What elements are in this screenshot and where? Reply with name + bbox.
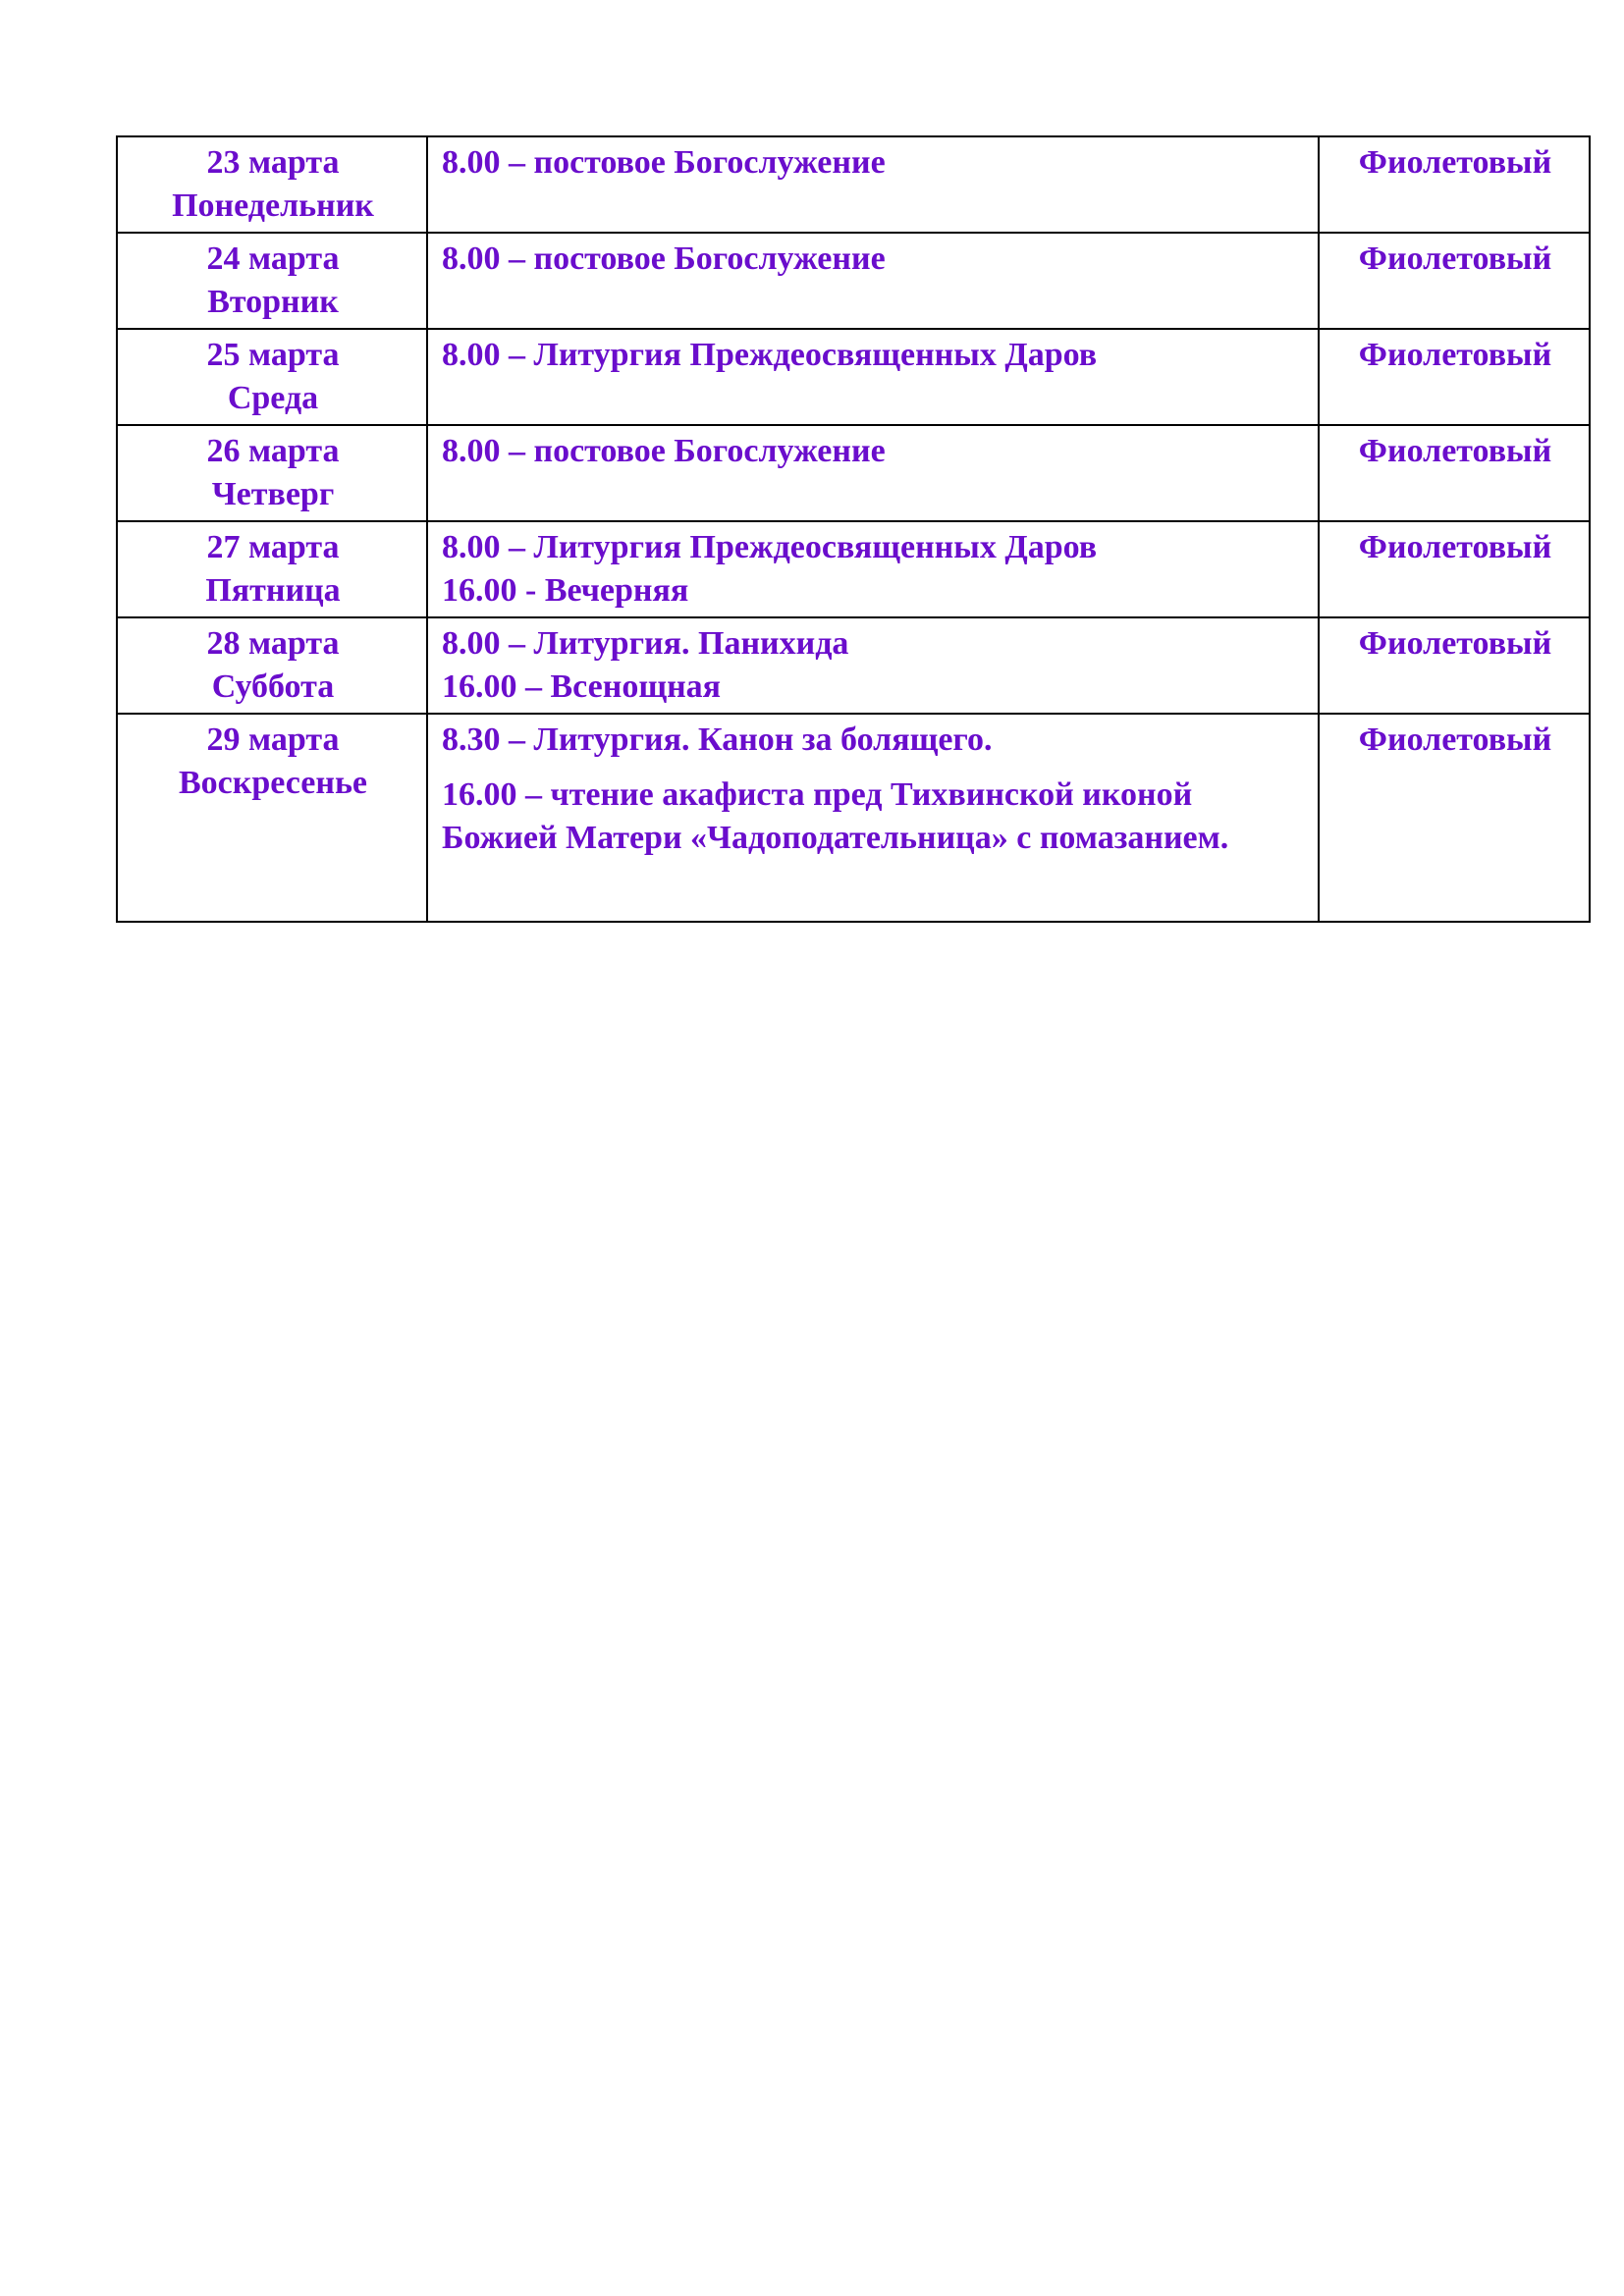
vestment-color-cell [1319, 233, 1590, 329]
service-text: 8.00 – постовое Богослужение [442, 144, 886, 181]
table-row [117, 617, 1590, 714]
vestment-color-text: Фиолетовый [1358, 144, 1552, 181]
service-text: 8.00 – постовое Богослужение [442, 240, 886, 277]
vestment-color-text: Фиолетовый [1358, 433, 1552, 469]
service-cell [427, 521, 1319, 617]
service-cell [427, 617, 1319, 714]
date-cell [117, 617, 427, 714]
schedule-table [116, 135, 1591, 923]
service-cell [427, 136, 1319, 233]
service-cell [427, 714, 1319, 922]
table-row [117, 329, 1590, 425]
service-text: 8.00 – Литургия Преждеосвященных Даров [442, 337, 1098, 373]
vestment-color-text: Фиолетовый [1358, 529, 1552, 565]
date-text: 27 марта [206, 529, 340, 565]
date-cell [117, 521, 427, 617]
date-text: 26 марта [206, 433, 340, 469]
service-cell [427, 233, 1319, 329]
vestment-color-text: Фиолетовый [1358, 625, 1552, 662]
table-row [117, 714, 1590, 922]
table-row [117, 136, 1590, 233]
vestment-color-cell [1319, 714, 1590, 922]
vestment-color-cell [1319, 425, 1590, 521]
service-text: 16.00 – чтение акафиста пред Тихвинской иконой Божией Матери «Чадоподательница» с помазанием. [442, 776, 1229, 856]
vestment-color-text: Фиолетовый [1358, 240, 1552, 277]
table-row [117, 233, 1590, 329]
date-cell [117, 233, 427, 329]
weekday-text: Среда [227, 380, 319, 416]
service-cell [427, 425, 1319, 521]
weekday-text: Четверг [211, 476, 335, 512]
weekday-text: Понедельник [172, 187, 374, 224]
vestment-color-cell [1319, 329, 1590, 425]
service-text: 16.00 – Всенощная [442, 668, 722, 705]
vestment-color-cell [1319, 136, 1590, 233]
date-cell [117, 136, 427, 233]
vestment-color-text: Фиолетовый [1358, 337, 1552, 373]
table-row [117, 521, 1590, 617]
weekday-text: Воскресенье [178, 765, 368, 801]
service-text: 8.00 – Литургия Преждеосвященных Даров [442, 529, 1098, 565]
service-text: 8.00 – постовое Богослужение [442, 433, 886, 469]
date-text: 29 марта [206, 721, 340, 758]
service-text: 16.00 - Вечерняя [442, 572, 689, 609]
date-text: 23 марта [206, 144, 340, 181]
date-cell [117, 329, 427, 425]
vestment-color-cell [1319, 521, 1590, 617]
weekday-text: Пятница [205, 572, 341, 609]
date-cell [117, 425, 427, 521]
service-text: 8.30 – Литургия. Канон за болящего. [442, 721, 993, 758]
vestment-color-text: Фиолетовый [1358, 721, 1552, 758]
weekday-text: Суббота [211, 668, 335, 705]
date-text: 24 марта [206, 240, 340, 277]
date-text: 28 марта [206, 625, 340, 662]
date-cell [117, 714, 427, 922]
service-cell [427, 329, 1319, 425]
date-text: 25 марта [206, 337, 340, 373]
vestment-color-cell [1319, 617, 1590, 714]
service-text: 8.00 – Литургия. Панихида [442, 625, 849, 662]
table-row [117, 425, 1590, 521]
weekday-text: Вторник [207, 284, 339, 320]
